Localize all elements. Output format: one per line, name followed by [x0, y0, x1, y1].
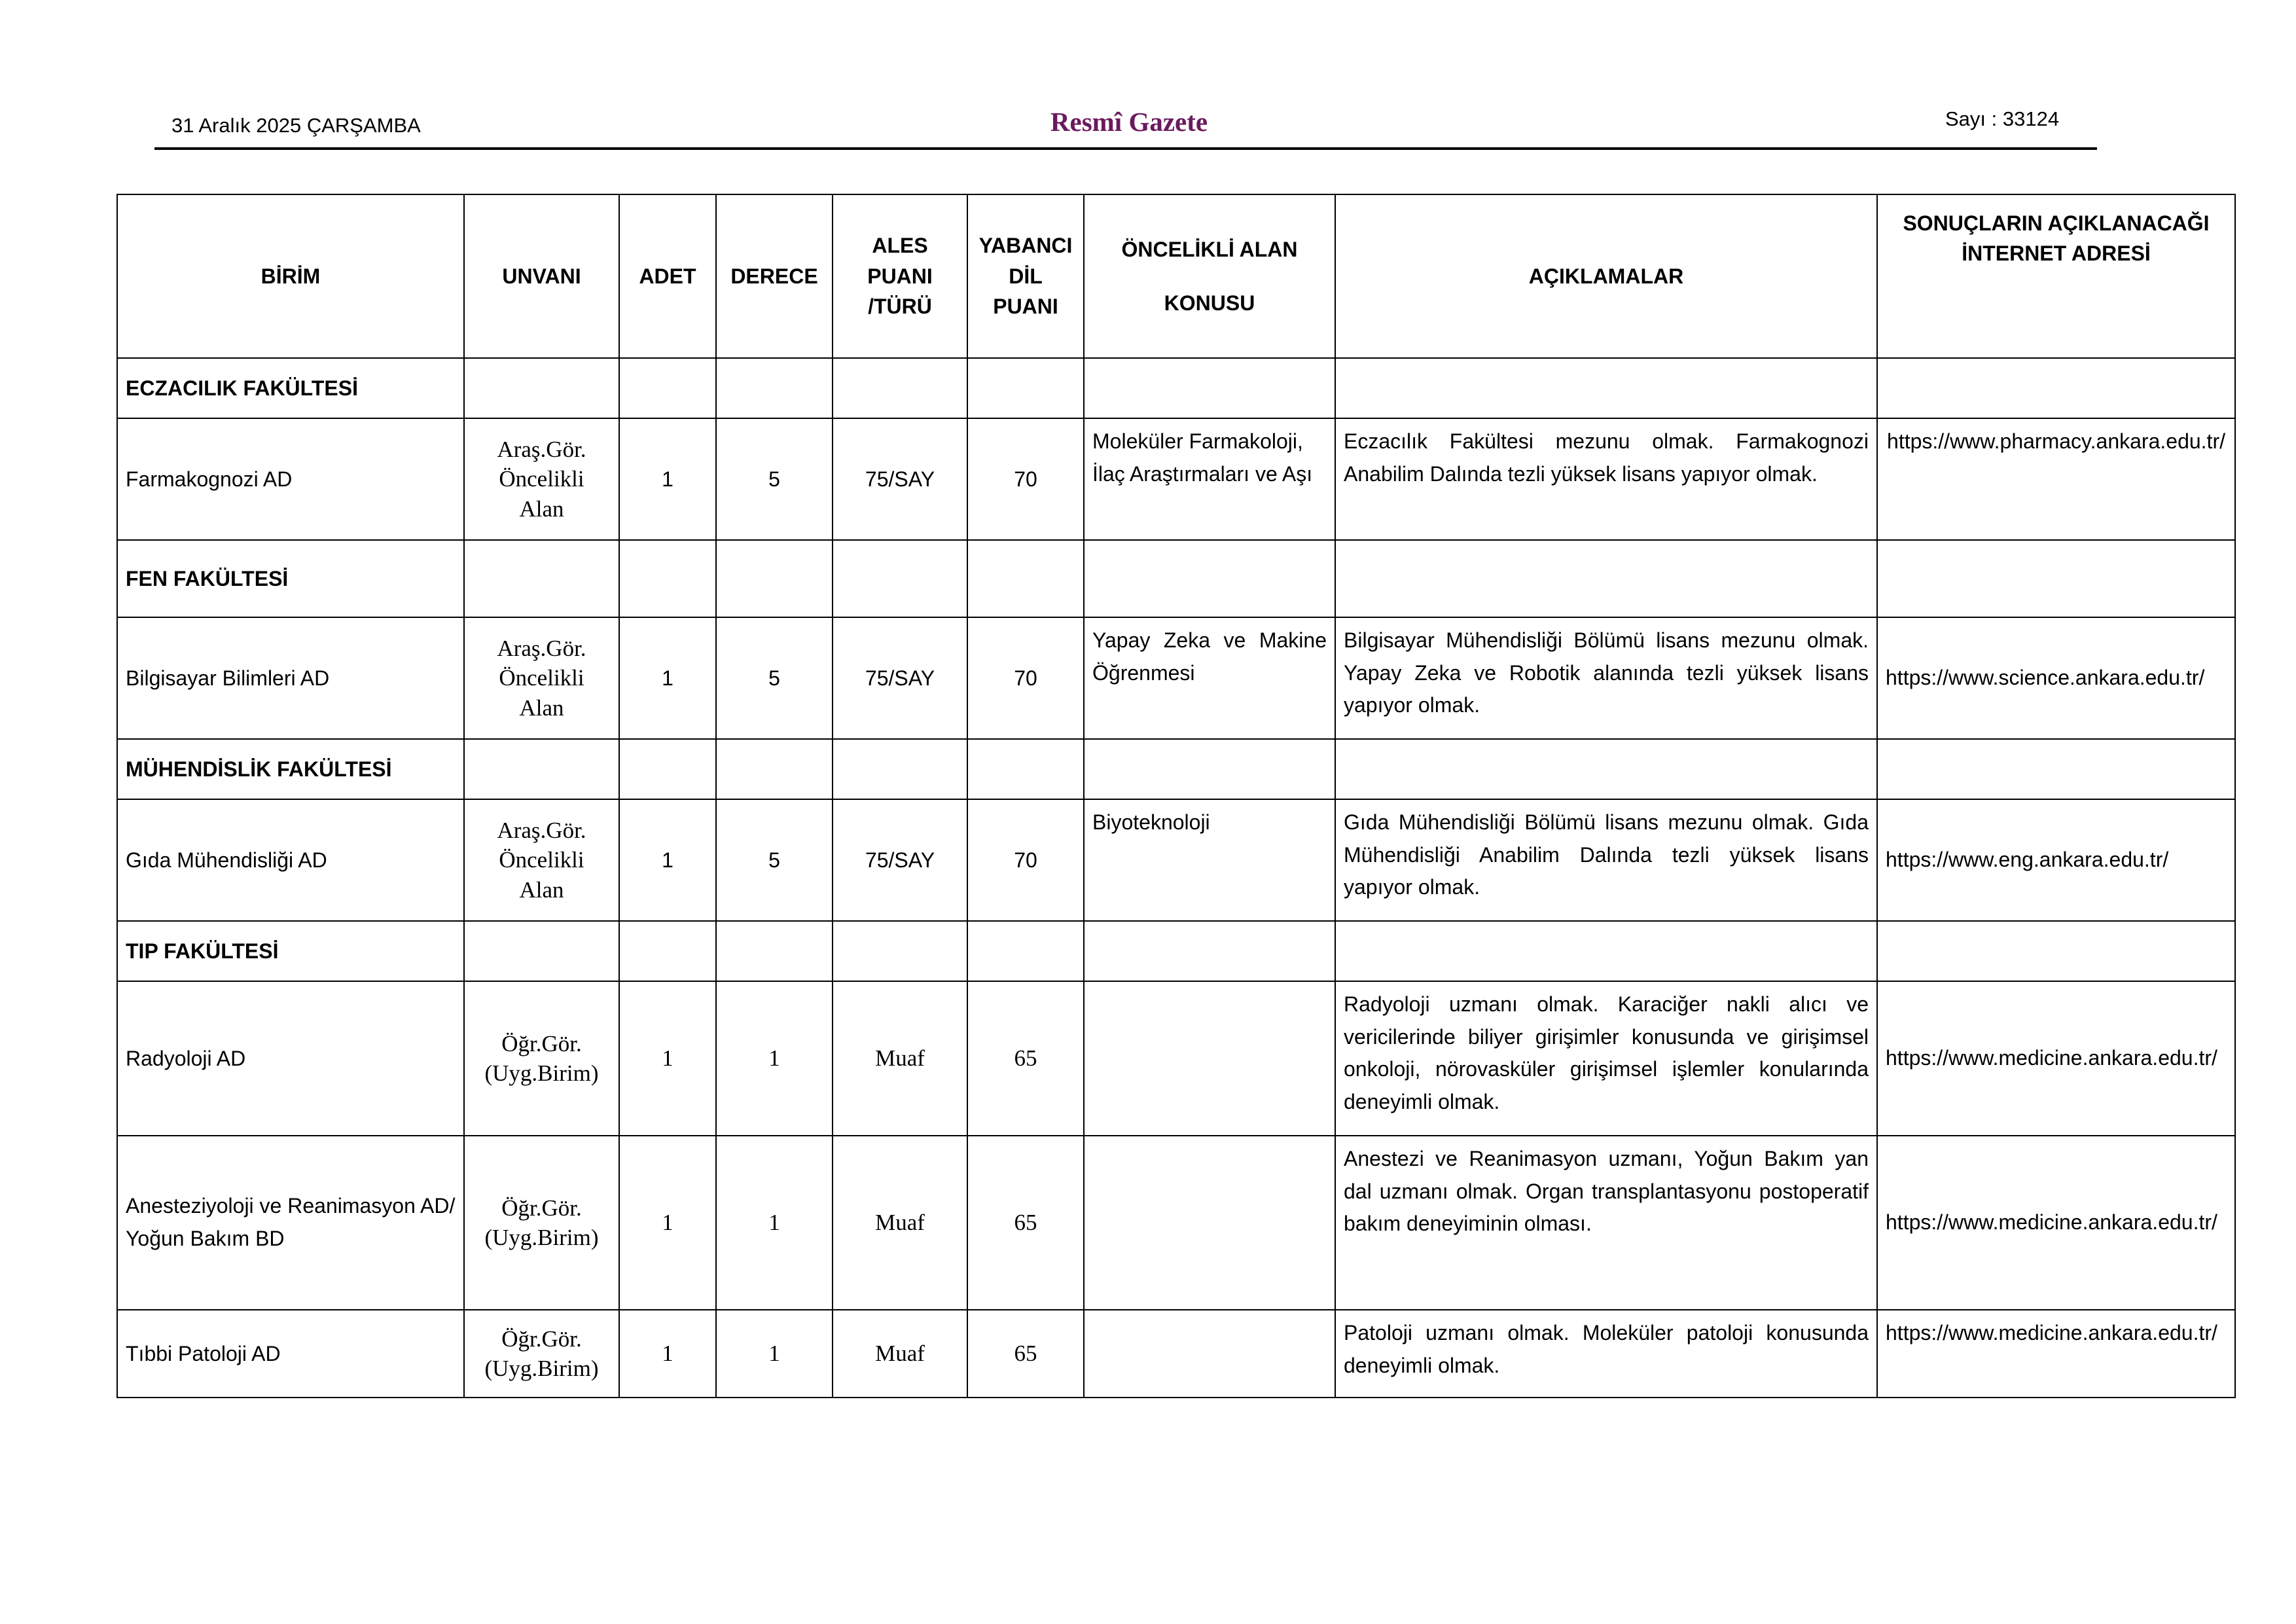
unvan-line: Öncelikli: [499, 665, 584, 691]
cell-unvan: [464, 617, 619, 739]
col-header-birim: BİRİM: [117, 194, 464, 358]
cell-yabanci-dil: 70: [967, 617, 1084, 739]
unvan-line: Öğr.Gör.: [501, 1195, 582, 1221]
header-divider: [154, 147, 2097, 150]
cell-derece: 1: [716, 1136, 833, 1310]
cell-oncelikli-alan: [1084, 1310, 1335, 1398]
page-header: [0, 105, 2296, 151]
cell-oncelikli-alan: [1084, 1136, 1335, 1310]
col-header-adet: ADET: [619, 194, 716, 358]
unvan-line: Alan: [519, 695, 564, 721]
cell-unvan: [464, 1136, 619, 1310]
unvan-line: (Uyg.Birim): [484, 1060, 599, 1086]
cell-yabanci-dil: 70: [967, 418, 1084, 540]
unvan-line: Araş.Gör.: [497, 436, 586, 462]
cell-ales: 75/SAY: [833, 799, 967, 921]
col-header-ales: [833, 194, 967, 358]
cell-internet-adresi: https://www.medicine.ankara.edu.tr/: [1877, 1136, 2235, 1310]
col-header-dil-line2: DİL: [1009, 264, 1043, 288]
cell-oncelikli-alan: Yapay Zeka ve Makine Öğrenmesi: [1084, 617, 1335, 739]
cell-unvan: [464, 418, 619, 540]
cell-unvan: [464, 1310, 619, 1398]
cell-adet: 1: [619, 1136, 716, 1310]
col-header-yabanci-dil: [967, 194, 1084, 358]
col-header-adres-line1: SONUÇLARIN AÇIKLANACAĞI: [1903, 211, 2210, 235]
faculty-name: MÜHENDİSLİK FAKÜLTESİ: [117, 739, 464, 799]
table-row: [117, 617, 2235, 739]
cell-yabanci-dil: 70: [967, 799, 1084, 921]
cell-birim: Anesteziyoloji ve Reanimasyon AD/ Yoğun Bakım BD: [117, 1136, 464, 1310]
unvan-line: Öğr.Gör.: [501, 1030, 582, 1056]
cell-derece: 1: [716, 981, 833, 1136]
cell-birim: Bilgisayar Bilimleri AD: [117, 617, 464, 739]
positions-table: [117, 194, 2236, 1398]
cell-internet-adresi: https://www.science.ankara.edu.tr/: [1877, 617, 2235, 739]
faculty-row: [117, 540, 2235, 617]
cell-ales: Muaf: [833, 1136, 967, 1310]
unvan-line: Öğr.Gör.: [501, 1326, 582, 1352]
table-row: [117, 981, 2235, 1136]
table-row: [117, 1310, 2235, 1398]
cell-yabanci-dil: 65: [967, 981, 1084, 1136]
table-row: [117, 418, 2235, 540]
cell-birim: Tıbbi Patoloji AD: [117, 1310, 464, 1398]
table-header-row: [117, 194, 2235, 358]
cell-adet: 1: [619, 1310, 716, 1398]
table-row: [117, 799, 2235, 921]
unvan-line: Araş.Gör.: [497, 635, 586, 661]
cell-aciklama: Anestezi ve Reanimasyon uzmanı, Yoğun Bakım yan dal uzmanı olmak. Organ transplantasyonu postoperatif bakım deneyiminin olması.: [1335, 1136, 1877, 1310]
faculty-name: ECZACILIK FAKÜLTESİ: [117, 358, 464, 418]
cell-ales: 75/SAY: [833, 617, 967, 739]
gazette-date: 31 Aralık 2025 ÇARŞAMBA: [171, 114, 421, 137]
unvan-line: Öncelikli: [499, 466, 584, 492]
col-header-dil-line1: YABANCI: [978, 234, 1073, 258]
cell-aciklama: Gıda Mühendisliği Bölümü lisans mezunu olmak. Gıda Mühendisliği Anabilim Dalında tezli yüksek lisans yapıyor olmak.: [1335, 799, 1877, 921]
cell-aciklama: Patoloji uzmanı olmak. Moleküler patoloji konusunda deneyimli olmak.: [1335, 1310, 1877, 1398]
cell-internet-adresi: https://www.medicine.ankara.edu.tr/: [1877, 1310, 2235, 1398]
cell-oncelikli-alan: Biyoteknoloji: [1084, 799, 1335, 921]
cell-oncelikli-alan: Moleküler Farmakoloji, İlaç Araştırmaları ve Aşı: [1084, 418, 1335, 540]
cell-unvan: [464, 799, 619, 921]
cell-adet: 1: [619, 617, 716, 739]
faculty-row: [117, 739, 2235, 799]
col-header-oncelikli-alan: [1084, 194, 1335, 358]
cell-adet: 1: [619, 799, 716, 921]
cell-aciklama: Bilgisayar Mühendisliği Bölümü lisans mezunu olmak. Yapay Zeka ve Robotik alanında tezli yüksek lisans yapıyor olmak.: [1335, 617, 1877, 739]
cell-internet-adresi: https://www.eng.ankara.edu.tr/: [1877, 799, 2235, 921]
col-header-dil-line3: PUANI: [993, 295, 1058, 319]
gazette-title: Resmî Gazete: [1050, 107, 1208, 137]
cell-unvan: [464, 981, 619, 1136]
cell-adet: 1: [619, 981, 716, 1136]
col-header-internet-adresi: [1877, 194, 2235, 358]
cell-ales: 75/SAY: [833, 418, 967, 540]
gazette-issue-number: Sayı : 33124: [1945, 107, 2060, 130]
col-header-aciklamalar: AÇIKLAMALAR: [1335, 194, 1877, 358]
cell-derece: 5: [716, 799, 833, 921]
cell-ales: Muaf: [833, 981, 967, 1136]
cell-internet-adresi: https://www.pharmacy.ankara.edu.tr/: [1877, 418, 2235, 540]
col-header-alan-line1: ÖNCELİKLİ ALAN: [1121, 237, 1298, 261]
faculty-row: [117, 921, 2235, 981]
cell-birim: Farmakognozi AD: [117, 418, 464, 540]
cell-yabanci-dil: 65: [967, 1310, 1084, 1398]
cell-birim: Radyoloji AD: [117, 981, 464, 1136]
cell-aciklama: Eczacılık Fakültesi mezunu olmak. Farmakognozi Anabilim Dalında tezli yüksek lisans yapıyor olmak.: [1335, 418, 1877, 540]
col-header-ales-line1: ALES: [872, 234, 928, 258]
faculty-name: FEN FAKÜLTESİ: [117, 540, 464, 617]
cell-oncelikli-alan: [1084, 981, 1335, 1136]
table-row: [117, 1136, 2235, 1310]
col-header-ales-line2: PUANI: [867, 264, 933, 288]
unvan-line: Araş.Gör.: [497, 817, 586, 843]
cell-ales: Muaf: [833, 1310, 967, 1398]
unvan-line: (Uyg.Birim): [484, 1356, 599, 1381]
faculty-name: TIP FAKÜLTESİ: [117, 921, 464, 981]
cell-derece: 5: [716, 418, 833, 540]
cell-derece: 1: [716, 1310, 833, 1398]
col-header-unvani: UNVANI: [464, 194, 619, 358]
cell-internet-adresi: https://www.medicine.ankara.edu.tr/: [1877, 981, 2235, 1136]
col-header-ales-line3: /TÜRÜ: [868, 295, 932, 319]
cell-adet: 1: [619, 418, 716, 540]
unvan-line: Alan: [519, 876, 564, 903]
cell-yabanci-dil: 65: [967, 1136, 1084, 1310]
cell-birim: Gıda Mühendisliği AD: [117, 799, 464, 921]
cell-aciklama: Radyoloji uzmanı olmak. Karaciğer nakli alıcı ve vericilerinde biliyer girişimler konusunda ve girişimsel onkoloji, nörovasküler girişimsel işlemler konularında deneyimli olmak.: [1335, 981, 1877, 1136]
unvan-line: Alan: [519, 496, 564, 522]
col-header-adres-line2: İNTERNET ADRESİ: [1962, 242, 2151, 266]
unvan-line: (Uyg.Birim): [484, 1225, 599, 1250]
unvan-line: Öncelikli: [499, 847, 584, 873]
faculty-row: [117, 358, 2235, 418]
col-header-derece: DERECE: [716, 194, 833, 358]
col-header-alan-line2: KONUSU: [1164, 291, 1255, 315]
cell-derece: 5: [716, 617, 833, 739]
